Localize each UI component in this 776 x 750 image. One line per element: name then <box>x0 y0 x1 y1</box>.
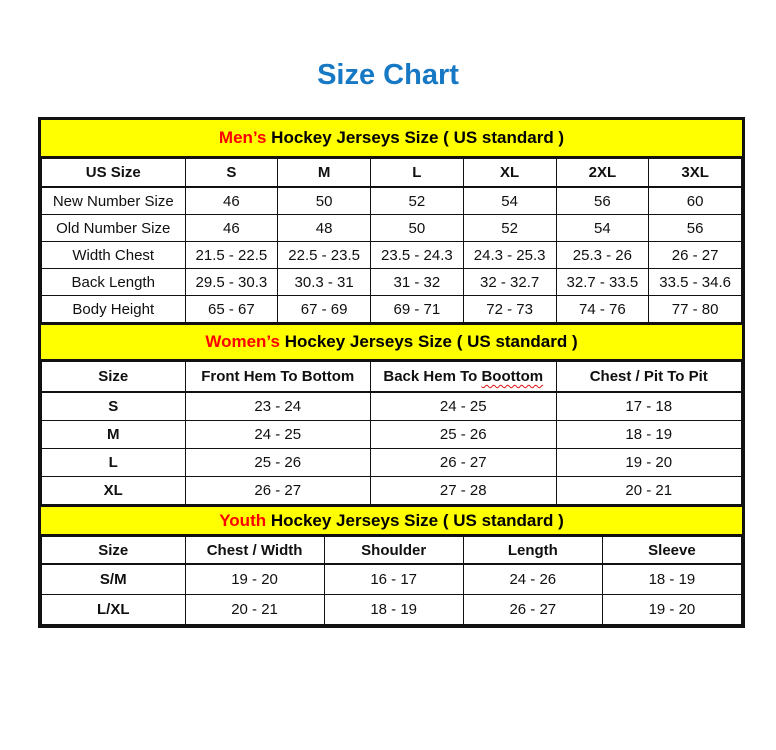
row-label: M <box>42 421 186 449</box>
column-header-row <box>42 159 742 188</box>
column-header-row <box>42 537 742 565</box>
column-header: S <box>185 159 278 188</box>
table-row <box>42 269 742 296</box>
section-womens <box>41 323 742 505</box>
table-row <box>42 392 742 421</box>
size-value: 33.5 - 34.6 <box>649 269 742 296</box>
size-value: 19 - 20 <box>602 595 741 625</box>
column-header: Length <box>463 537 602 565</box>
column-header: Shoulder <box>324 537 463 565</box>
size-value: 77 - 80 <box>649 296 742 323</box>
column-header: 2XL <box>556 159 649 188</box>
size-value: 32 - 32.7 <box>463 269 556 296</box>
mens-size-table <box>41 158 742 323</box>
row-label: S <box>42 392 186 421</box>
column-header: M <box>278 159 371 188</box>
column-header: L <box>371 159 464 188</box>
section-header-highlight: Women’s <box>205 332 280 351</box>
size-value: 18 - 19 <box>602 564 741 595</box>
table-row <box>42 215 742 242</box>
row-label: Body Height <box>42 296 186 323</box>
size-value: 50 <box>371 215 464 242</box>
section-header-text: Hockey Jerseys Size ( US standard ) <box>266 128 565 147</box>
size-value: 69 - 71 <box>371 296 464 323</box>
size-value: 23.5 - 24.3 <box>371 242 464 269</box>
size-value: 31 - 32 <box>371 269 464 296</box>
row-label: Width Chest <box>42 242 186 269</box>
table-row <box>42 421 742 449</box>
size-value: 25.3 - 26 <box>556 242 649 269</box>
youth-size-table <box>41 536 742 625</box>
section-header-highlight: Youth <box>219 510 267 530</box>
size-value: 22.5 - 23.5 <box>278 242 371 269</box>
section-header-womens <box>41 323 742 361</box>
section-youth <box>41 505 742 625</box>
column-header: Size <box>42 362 186 393</box>
page-title: Size Chart <box>317 59 459 91</box>
size-value: 30.3 - 31 <box>278 269 371 296</box>
size-value: 24 - 25 <box>371 392 557 421</box>
section-header-text: Hockey Jerseys Size ( US standard ) <box>279 332 578 351</box>
table-row <box>42 187 742 215</box>
table-row <box>42 296 742 323</box>
size-value: 50 <box>278 187 371 215</box>
row-label: New Number Size <box>42 187 186 215</box>
table-row <box>42 477 742 505</box>
size-value: 20 - 21 <box>185 595 324 625</box>
row-label: L <box>42 449 186 477</box>
size-value: 52 <box>371 187 464 215</box>
section-header-highlight: Men’s <box>218 128 267 147</box>
row-label: S/M <box>42 564 186 595</box>
size-value: 48 <box>278 215 371 242</box>
row-label: Old Number Size <box>42 215 186 242</box>
size-value: 56 <box>556 187 649 215</box>
size-value: 54 <box>463 187 556 215</box>
size-value: 67 - 69 <box>278 296 371 323</box>
section-header-mens <box>41 120 742 158</box>
table-row <box>42 595 742 625</box>
column-header: Chest / Width <box>185 537 324 565</box>
column-header: Sleeve <box>602 537 741 565</box>
table-row <box>42 449 742 477</box>
size-value: 18 - 19 <box>324 595 463 625</box>
size-value: 26 - 27 <box>371 449 557 477</box>
size-value: 72 - 73 <box>463 296 556 323</box>
size-value: 18 - 19 <box>556 421 742 449</box>
size-value: 26 - 27 <box>463 595 602 625</box>
size-value: 17 - 18 <box>556 392 742 421</box>
size-chart-table <box>38 117 745 628</box>
misspelled-word: Boottom <box>481 368 544 385</box>
size-value: 26 - 27 <box>185 477 371 505</box>
size-value: 20 - 21 <box>556 477 742 505</box>
size-value: 23 - 24 <box>185 392 371 421</box>
column-header: Size <box>42 537 186 565</box>
size-value: 19 - 20 <box>556 449 742 477</box>
size-value: 60 <box>649 187 742 215</box>
table-row <box>42 564 742 595</box>
row-label: L/XL <box>42 595 186 625</box>
size-value: 56 <box>649 215 742 242</box>
size-value: 26 - 27 <box>649 242 742 269</box>
womens-size-table <box>41 361 742 505</box>
column-header: 3XL <box>649 159 742 188</box>
table-row <box>42 242 742 269</box>
size-chart-page <box>0 58 776 628</box>
row-label: Back Length <box>42 269 186 296</box>
column-header: Chest / Pit To Pit <box>556 362 742 393</box>
size-value: 65 - 67 <box>185 296 278 323</box>
section-header-youth <box>41 505 742 536</box>
size-value: 74 - 76 <box>556 296 649 323</box>
column-header-row <box>42 362 742 393</box>
column-header: Front Hem To Bottom <box>185 362 371 393</box>
size-value: 52 <box>463 215 556 242</box>
size-value: 21.5 - 22.5 <box>185 242 278 269</box>
size-value: 24.3 - 25.3 <box>463 242 556 269</box>
column-header: XL <box>463 159 556 188</box>
column-header: Back Hem To Boottom <box>371 362 557 393</box>
size-value: 25 - 26 <box>185 449 371 477</box>
size-value: 19 - 20 <box>185 564 324 595</box>
section-header-text: Hockey Jerseys Size ( US standard ) <box>266 510 564 530</box>
size-value: 27 - 28 <box>371 477 557 505</box>
section-mens <box>41 120 742 323</box>
size-value: 24 - 25 <box>185 421 371 449</box>
row-label: XL <box>42 477 186 505</box>
column-header: US Size <box>42 159 186 188</box>
size-value: 24 - 26 <box>463 564 602 595</box>
size-value: 54 <box>556 215 649 242</box>
size-value: 32.7 - 33.5 <box>556 269 649 296</box>
size-value: 29.5 - 30.3 <box>185 269 278 296</box>
size-value: 16 - 17 <box>324 564 463 595</box>
size-value: 46 <box>185 187 278 215</box>
size-value: 25 - 26 <box>371 421 557 449</box>
size-value: 46 <box>185 215 278 242</box>
